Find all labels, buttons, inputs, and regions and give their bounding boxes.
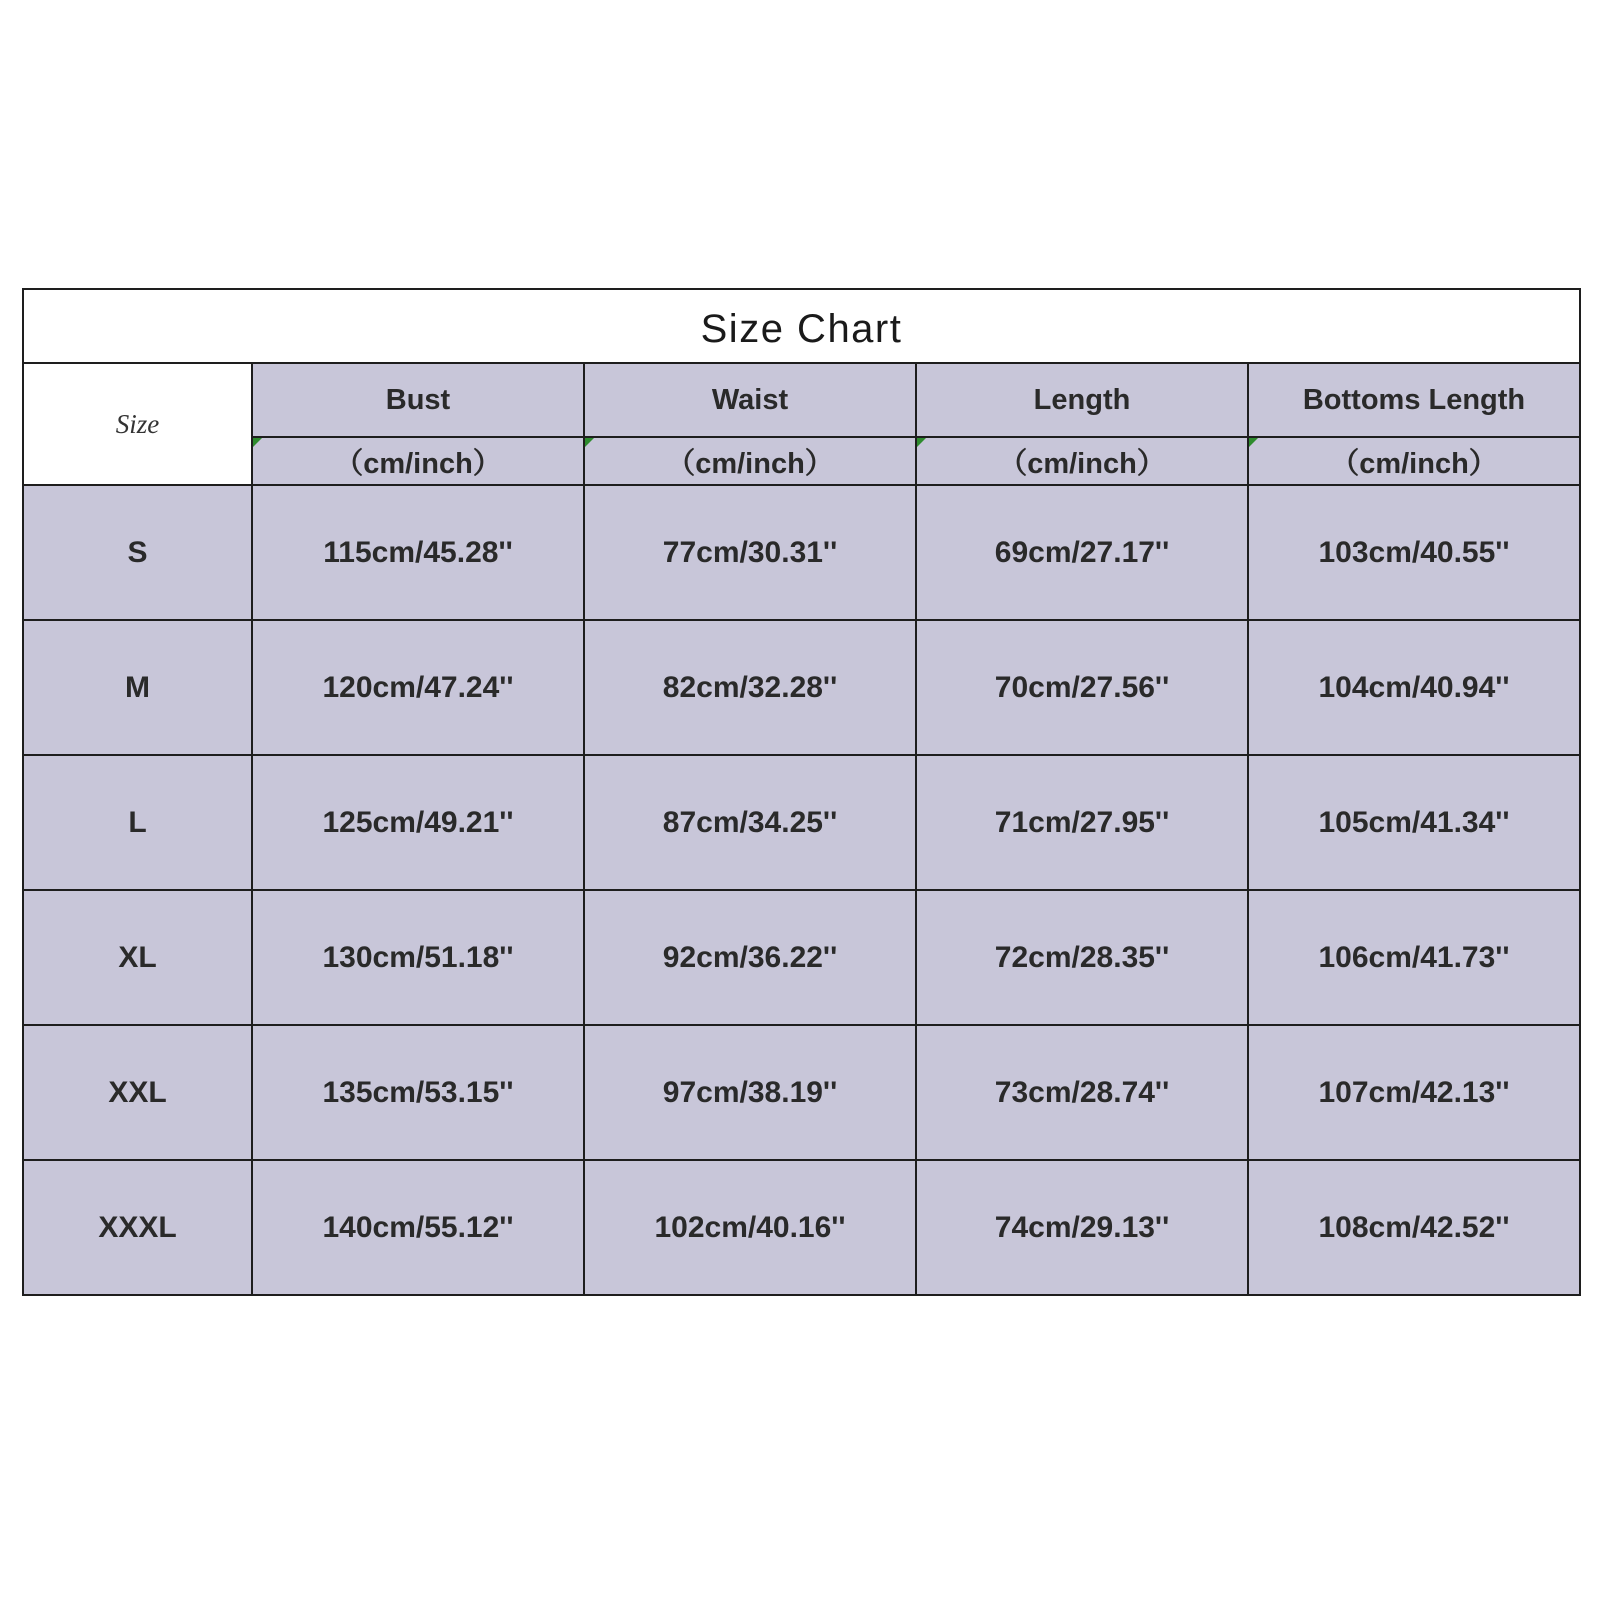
table-row [23,890,1580,1025]
length-cell: 69cm/27.17'' [916,485,1248,620]
unit-cell-waist [584,437,916,485]
unit-cell-bust [252,437,584,485]
unit-cell-length [916,437,1248,485]
unit-cell-bottoms-length [1248,437,1580,485]
length-cell: 72cm/28.35'' [916,890,1248,1025]
size-cell: M [23,620,252,755]
waist-cell: 82cm/32.28'' [584,620,916,755]
size-column-header: Size [23,363,252,485]
length-cell: 71cm/27.95'' [916,755,1248,890]
table-row [23,755,1580,890]
waist-cell: 92cm/36.22'' [584,890,916,1025]
waist-cell: 87cm/34.25'' [584,755,916,890]
unit-label: （cm/inch） [998,447,1166,480]
header-row [23,363,1580,437]
column-header-bottoms-length: Bottoms Length [1248,363,1580,437]
size-chart-table [22,288,1581,1296]
bust-cell: 120cm/47.24'' [252,620,584,755]
table-row [23,1160,1580,1295]
bottoms-length-cell: 107cm/42.13'' [1248,1025,1580,1160]
bust-cell: 140cm/55.12'' [252,1160,584,1295]
waist-cell: 102cm/40.16'' [584,1160,916,1295]
column-header-waist: Waist [584,363,916,437]
length-cell: 74cm/29.13'' [916,1160,1248,1295]
bottoms-length-cell: 104cm/40.94'' [1248,620,1580,755]
size-cell: XL [23,890,252,1025]
length-cell: 70cm/27.56'' [916,620,1248,755]
unit-label: （cm/inch） [1330,447,1498,480]
size-cell: L [23,755,252,890]
table-row [23,620,1580,755]
length-cell: 73cm/28.74'' [916,1025,1248,1160]
bust-cell: 115cm/45.28'' [252,485,584,620]
waist-cell: 77cm/30.31'' [584,485,916,620]
bust-cell: 130cm/51.18'' [252,890,584,1025]
corner-marker [917,438,926,447]
column-header-length: Length [916,363,1248,437]
column-header-bust: Bust [252,363,584,437]
table-row [23,485,1580,620]
size-cell: XXXL [23,1160,252,1295]
chart-title: Size Chart [23,289,1580,363]
unit-label: （cm/inch） [666,447,834,480]
title-row [23,289,1580,363]
waist-cell: 97cm/38.19'' [584,1025,916,1160]
table-row [23,1025,1580,1160]
size-cell: XXL [23,1025,252,1160]
bottoms-length-cell: 106cm/41.73'' [1248,890,1580,1025]
unit-label: （cm/inch） [334,447,502,480]
bust-cell: 125cm/49.21'' [252,755,584,890]
bottoms-length-cell: 105cm/41.34'' [1248,755,1580,890]
corner-marker [585,438,594,447]
bust-cell: 135cm/53.15'' [252,1025,584,1160]
unit-row [23,437,1580,485]
bottoms-length-cell: 103cm/40.55'' [1248,485,1580,620]
corner-marker [1249,438,1258,447]
corner-marker [253,438,262,447]
bottoms-length-cell: 108cm/42.52'' [1248,1160,1580,1295]
size-cell: S [23,485,252,620]
